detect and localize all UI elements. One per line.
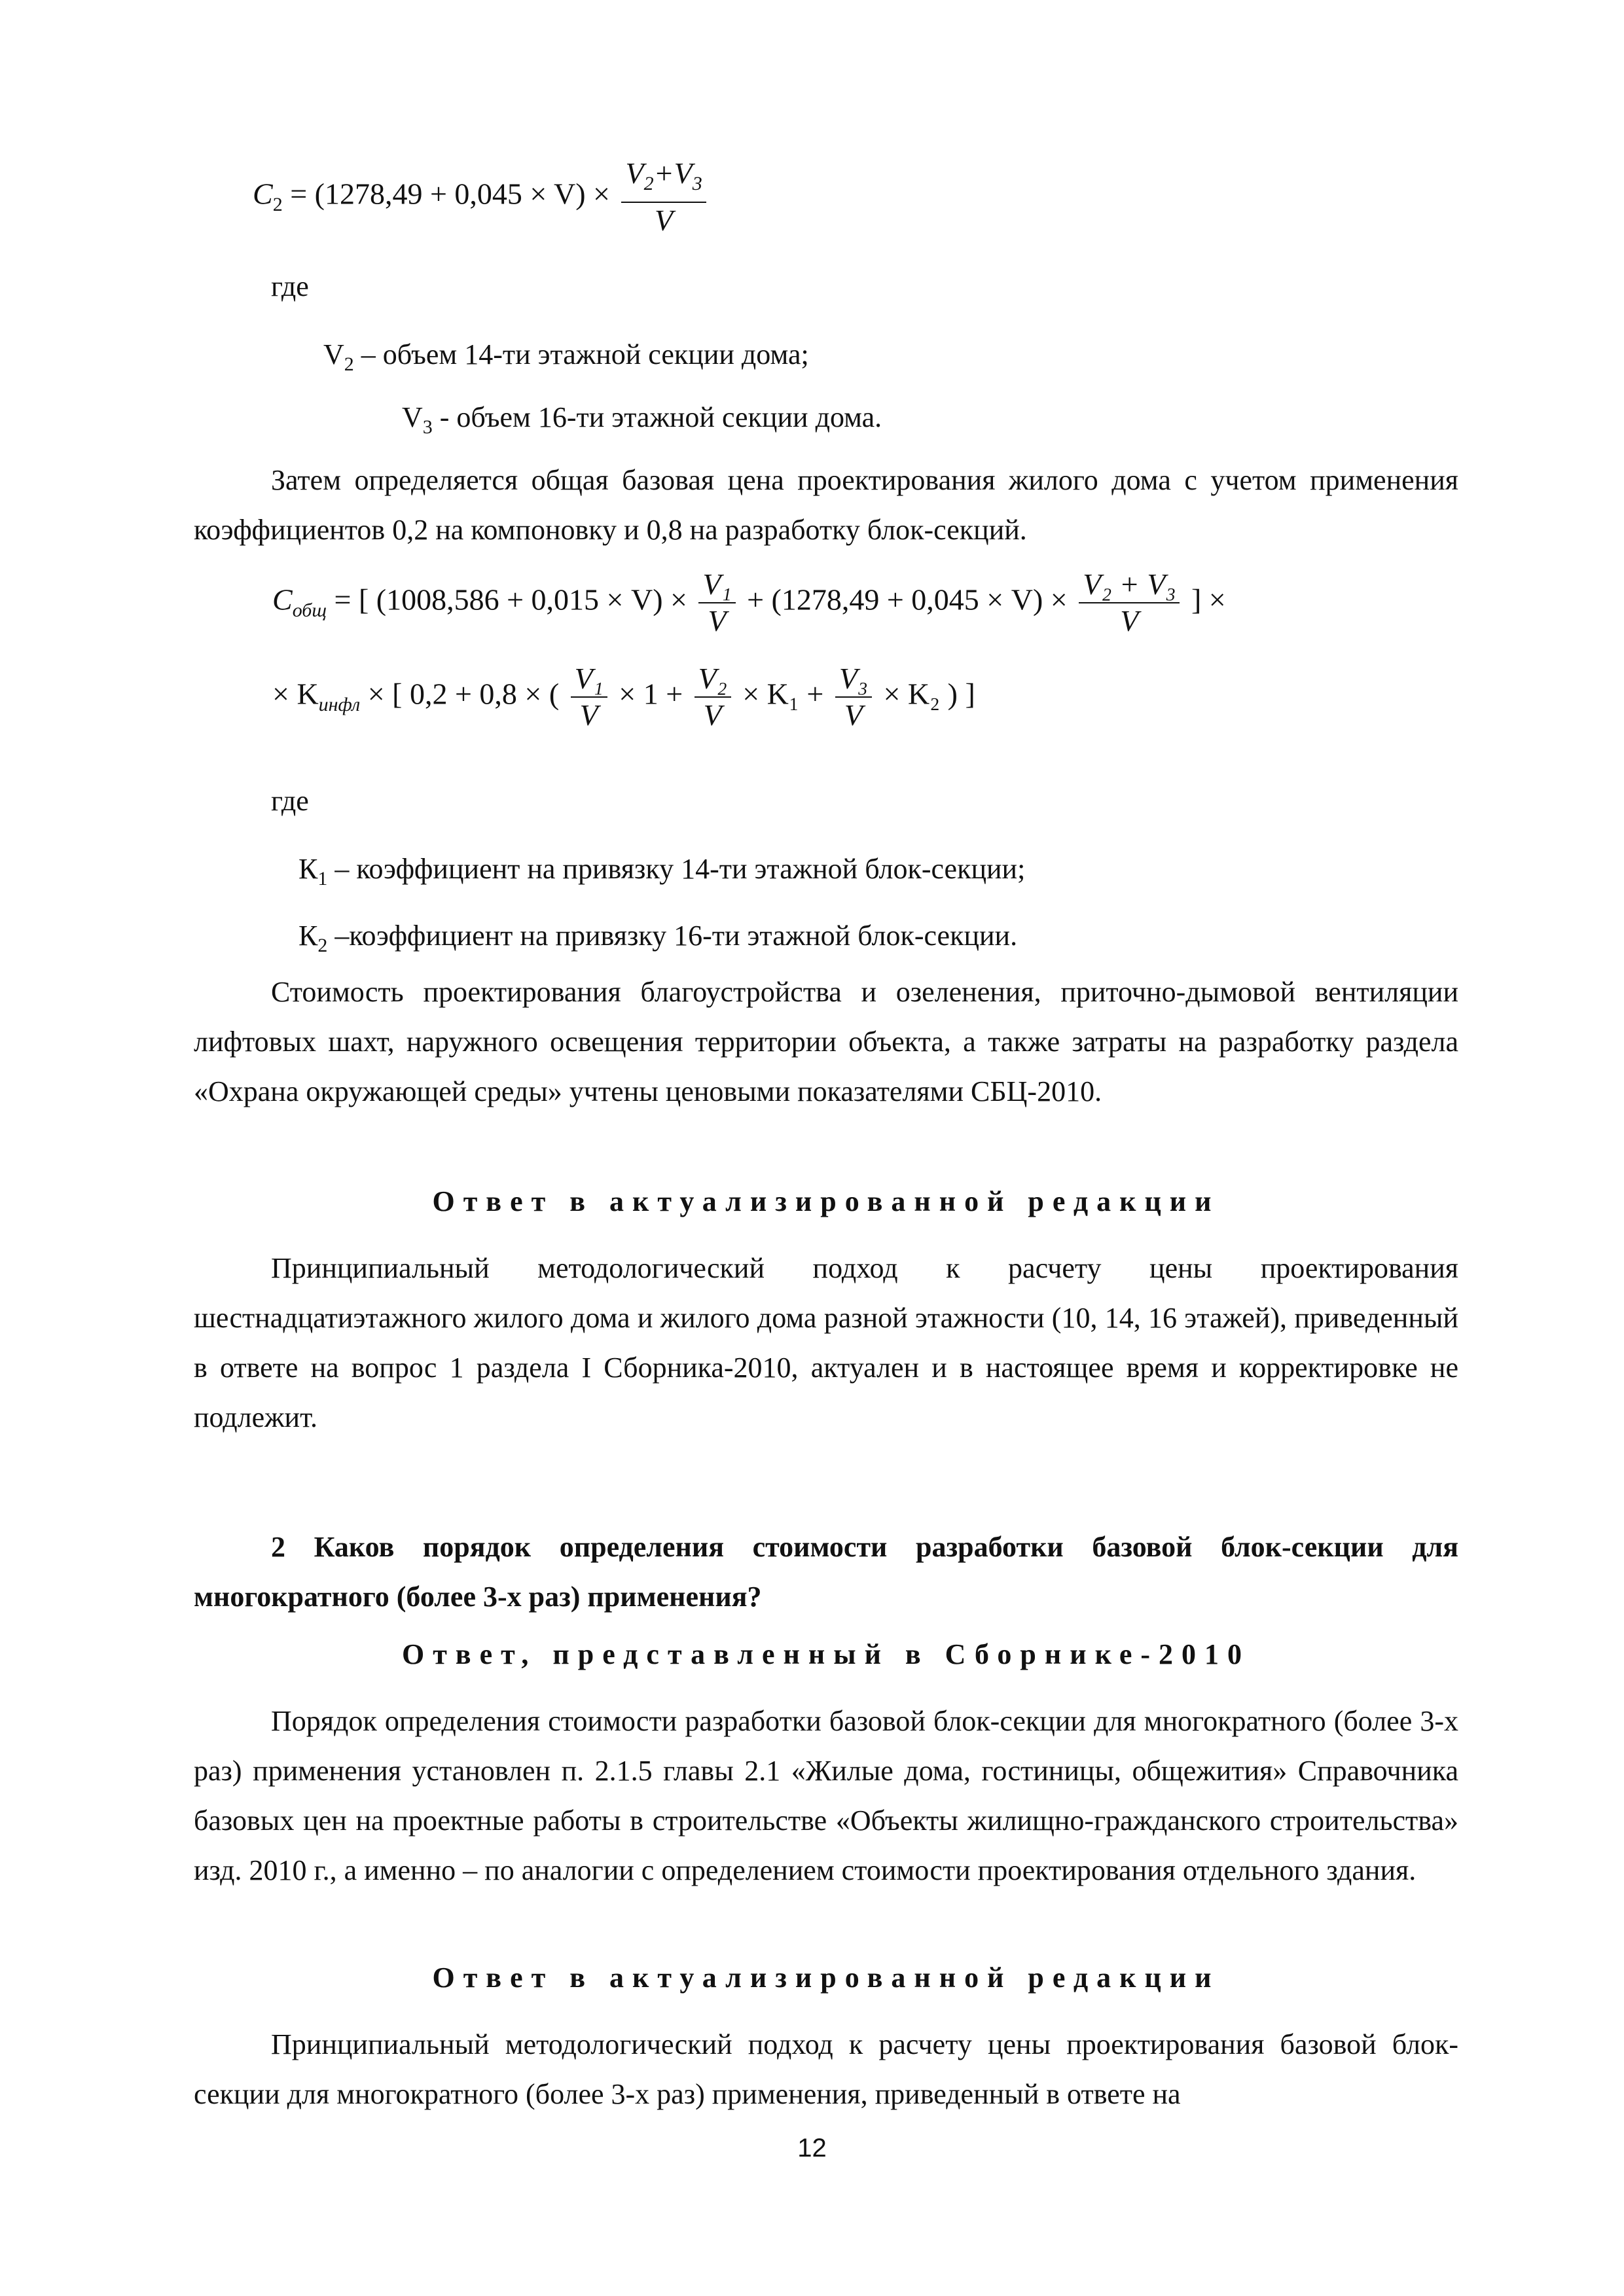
heading-updated-answer-2: Ответ в актуализированной редакции — [432, 1962, 1220, 1994]
paragraph-total-price: Затем определяется общая базовая цена проектирования жилого дома с учетом применения коэффициентов 0,2 на компоновку и 0,8 на разработку блок-секций. — [194, 464, 1458, 546]
formula-c2-num: V — [625, 156, 644, 190]
formula-total-line-1: $C_{общ}$ = [ (1008,586 + 0,015 × V) × $\frac{\text{V₁}}{V}$ + (1278,49 + 0,045 × V) × $\frac{\text{V₂ + V₃}}{V}$ ] × — [272, 567, 1226, 637]
formula-c2-body: = (1278,49 + 0,045 × V) × — [290, 177, 610, 211]
formula-total-line-2: × $K_{инфл}$ × [ 0,2 + 0,8 × ( $\frac{\text{V₁}}{V}$ × 1 + $\frac{\text{V₂}}{V}$ × K₁ + $\frac{\text{V₃}}{V}$ × K₂ ) ] — [272, 662, 975, 732]
paragraph-updated-1: Принципиальный методологический подход к расчету цены проектирования шестнадцатиэтажного жилого дома и жилого дома разной этажности (10, 14, 16 этажей), приведенный в ответе на вопрос 1 раздела I Сборника-2010, актуален и в настоящее время и корректировке не подлежит. — [194, 1252, 1458, 1433]
paragraph-cost: Стоимость проектирования благоустройства и озеленения, приточно-дымовой вентиляции лифтовых шахт, наружного освещения территории объекта, а также затраты на разработку раздела «Охрана окружающей среды» учтены ценовыми показателями СБЦ-2010. — [194, 976, 1458, 1107]
heading-answer-2010: Ответ, представленный в Сборнике-2010 — [401, 1638, 1251, 1670]
formula-c2-fraction: $\frac{V_2+V_3}{V}$ — [621, 156, 706, 238]
formula-c2 — [253, 156, 710, 238]
where-label-2: где — [271, 785, 309, 817]
page-number: 12 — [797, 2134, 827, 2162]
paragraph-answer-2010: Порядок определения стоимости разработки базовой блок-секции для многократного (более 3-х раз) применения установлен п. 2.1.5 главы 2.1 «Жилые дома, гостиницы, общежития» Справочника базовых цен на проектные работы в строительстве «Объекты жилищно-гражданского строительства» изд. 2010 г., а именно – по аналогии с определением стоимости проектирования отдельного здания. — [194, 1705, 1458, 1886]
definition-k1: $К_1$ – коэффициент на привязку 14-ти этажной блок-секции; — [298, 853, 1026, 889]
definition-v2: $V_2$ – объем 14-ти этажной секции дома; — [323, 338, 809, 375]
paragraph-updated-2: Принципиальный методологический подход к расчету цены проектирования базовой блок-секции для многократного (более 3-х раз) применения, приведенный в ответе на — [194, 2028, 1458, 2110]
formula-c2-lhs-sub: 2 — [272, 193, 283, 215]
question-2: 2 Каков порядок определения стоимости разработки базовой блок-секции для многократного (более 3-х раз) применения? — [194, 1531, 1458, 1613]
where-label-1: где — [271, 270, 309, 302]
formula-c2-lhs: C — [253, 177, 273, 211]
definition-v3: $V_3$ - объем 16-ти этажной секции дома. — [402, 401, 882, 438]
heading-updated-answer-1: Ответ в актуализированной редакции — [432, 1185, 1220, 1217]
formula-c2-den: V — [655, 204, 674, 238]
definition-k2: $К_2$ –коэффициент на привязку 16-ти этажной блок-секции. — [298, 920, 1018, 956]
